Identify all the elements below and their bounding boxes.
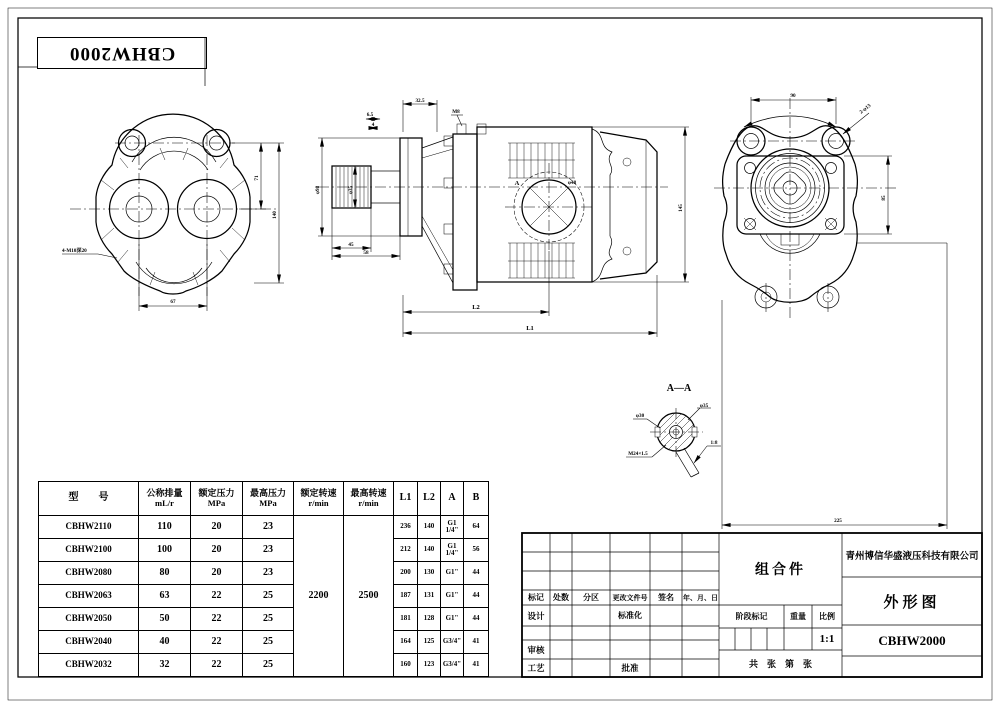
spec-cell: 125 [418, 631, 441, 654]
dim-label: 140 [272, 211, 278, 219]
spec-cell: 212 [394, 539, 418, 562]
label-process: 工艺 [527, 663, 545, 673]
spec-cell: 140 [418, 516, 441, 539]
spec-cell: 100 [139, 539, 191, 562]
spec-cell: CBHW2080 [39, 562, 139, 585]
col-unit: MPa [259, 497, 277, 508]
spec-cell: 128 [418, 608, 441, 631]
spec-cell: 64 [464, 516, 489, 539]
spec-row [39, 654, 489, 677]
spec-cell: 80 [139, 562, 191, 585]
spec-cell: 63 [139, 585, 191, 608]
spec-cell: 123 [418, 654, 441, 677]
label-count: 处数 [553, 593, 569, 602]
spec-cell: 22 [191, 631, 243, 654]
label-approve: 批准 [621, 663, 639, 673]
spec-cell: G1" [441, 608, 464, 631]
spec-cell: CBHW2040 [39, 631, 139, 654]
spec-cell: CBHW2050 [39, 608, 139, 631]
spec-cell: 187 [394, 585, 418, 608]
spec-cell: 160 [394, 654, 418, 677]
label-design: 设计 [527, 610, 545, 621]
spec-cell: 20 [191, 539, 243, 562]
spec-header-row [39, 482, 489, 516]
casting-ribs [101, 148, 245, 285]
spec-table-rows [39, 482, 489, 677]
col-a: A [441, 482, 464, 516]
spec-cell: 22 [191, 608, 243, 631]
label-stage: 阶段标记 [735, 612, 768, 621]
dim-label: 45 [348, 242, 354, 248]
spec-cell: G3/4" [441, 631, 464, 654]
spec-cell: G1" [441, 585, 464, 608]
spec-row [39, 585, 489, 608]
spec-cell: 25 [243, 654, 294, 677]
col-l1: L1 [394, 482, 418, 516]
spec-cell: 44 [464, 562, 489, 585]
spec-cell: 44 [464, 608, 489, 631]
spec-cell: 110 [139, 516, 191, 539]
spec-cell: 20 [191, 562, 243, 585]
section-title: A—A [666, 383, 692, 394]
label-zone: 分区 [583, 593, 599, 602]
dim-label: 145 [678, 204, 684, 212]
spec-cell: CBHW2032 [39, 654, 139, 677]
spec-cell: 41 [464, 654, 489, 677]
sheet-count-line: 共 张 第 张 [748, 659, 812, 669]
bolt-callout: M8 [452, 109, 460, 115]
label-check: 审核 [527, 644, 545, 655]
spec-cell: 20 [191, 516, 243, 539]
spec-cell: 181 [394, 608, 418, 631]
spec-row [39, 562, 489, 585]
spec-row [39, 539, 489, 562]
rear-view [62, 114, 284, 311]
spec-cell: CBHW2100 [39, 539, 139, 562]
label-ratio: 比例 [819, 612, 835, 621]
col-label: 最高转速 [350, 488, 387, 499]
dim-label: 58 [363, 250, 369, 256]
col-rated-speed [294, 482, 344, 516]
scale-value: 1:1 [819, 633, 835, 645]
dim-label: 90 [790, 93, 796, 99]
spec-cell: 140 [418, 539, 441, 562]
dim-l1: L1 [526, 325, 534, 332]
thread-label: M24×1.5 [628, 451, 648, 457]
col-label: 最高压力 [249, 488, 286, 499]
spec-cell: 2500 [344, 516, 394, 677]
side-view-dims [315, 98, 689, 337]
spec-cell: G1" [441, 562, 464, 585]
spec-cell: 25 [243, 608, 294, 631]
col-model: 型 号 [39, 482, 139, 516]
dim-label: 32.5 [415, 98, 425, 104]
label-sign: 签名 [658, 593, 674, 602]
rib-band-bottom [508, 243, 575, 278]
col-unit: MPa [207, 497, 226, 508]
spec-cell: 56 [464, 539, 489, 562]
spec-cell: 41 [464, 631, 489, 654]
spec-cell: 32 [139, 654, 191, 677]
spec-cell: 25 [243, 631, 294, 654]
dim-label: φ35 [699, 403, 709, 409]
dim-label: 225 [834, 518, 842, 524]
spec-cell: 23 [243, 562, 294, 585]
label-doc-no: 更改文件号 [612, 593, 648, 602]
dim-label: 67 [170, 299, 176, 305]
corner-model-label: CBHW2000 [68, 43, 176, 64]
spec-row [39, 608, 489, 631]
spec-table [38, 481, 489, 677]
dim-label: φ30 [635, 413, 645, 419]
spec-cell: 25 [243, 585, 294, 608]
spec-cell: G1 1/4" [441, 539, 464, 562]
port-label: A [514, 180, 520, 187]
company-name: 青州博信华盛液压科技有限公司 [845, 552, 979, 562]
dim-label: 4 [371, 122, 375, 128]
col-b: B [464, 482, 489, 516]
label-mark: 标记 [528, 593, 544, 602]
model-number: CBHW2000 [878, 632, 946, 648]
dim-label: φ35 [348, 185, 354, 195]
spec-cell: 236 [394, 516, 418, 539]
spec-cell: 22 [191, 585, 243, 608]
col-label: 公称排量 [146, 488, 183, 499]
side-view [315, 98, 689, 337]
label-date: 年、月、日 [683, 593, 718, 602]
col-label: 额定压力 [198, 488, 235, 499]
spec-row [39, 631, 489, 654]
spec-cell: 130 [418, 562, 441, 585]
bolts [444, 124, 486, 274]
spec-cell: 22 [191, 654, 243, 677]
front-view [714, 93, 947, 529]
spec-cell: 131 [418, 585, 441, 608]
part-type: 组合件 [755, 563, 806, 578]
label-weight: 重量 [790, 612, 806, 621]
dim-l2: L2 [472, 304, 480, 311]
section-detail [626, 383, 721, 477]
taper-label: 1:8 [710, 440, 718, 446]
hole-callout: 2-φ13 [858, 102, 873, 116]
spec-cell: 200 [394, 562, 418, 585]
col-unit: r/min [358, 497, 379, 508]
col-unit: mL/r [155, 497, 174, 508]
dim-label: φ48 [567, 180, 577, 186]
dim-label: 71 [254, 175, 260, 181]
spec-cell: 44 [464, 585, 489, 608]
corner-model-box [37, 37, 207, 69]
col-unit: r/min [308, 497, 329, 508]
label-standard: 标准化 [618, 611, 642, 620]
dim-label: φ98 [315, 185, 321, 195]
spec-cell: G3/4" [441, 654, 464, 677]
thread-callout: 4-M10深20 [62, 248, 87, 254]
hole-crosses [744, 218, 837, 230]
col-max-speed [344, 482, 394, 516]
spec-cell: CBHW2063 [39, 585, 139, 608]
dim-label: 6.5 [366, 112, 374, 118]
front-view-dims [722, 93, 947, 529]
spec-cell: 50 [139, 608, 191, 631]
spec-cell: 2200 [294, 516, 344, 677]
dim-label: 85 [881, 195, 887, 201]
spec-cell: 164 [394, 631, 418, 654]
spec-cell: 23 [243, 539, 294, 562]
col-label: 额定转速 [300, 488, 337, 499]
spec-cell: 23 [243, 516, 294, 539]
col-l2: L2 [418, 482, 441, 516]
col-rated-pressure [191, 482, 243, 516]
spec-row [39, 516, 489, 539]
rear-view-dims [62, 143, 284, 311]
col-displacement [139, 482, 191, 516]
col-max-pressure [243, 482, 294, 516]
spec-cell: 40 [139, 631, 191, 654]
drawing-title: 外形图 [883, 594, 941, 611]
spec-cell: G1 1/4" [441, 516, 464, 539]
spec-cell: CBHW2110 [39, 516, 139, 539]
